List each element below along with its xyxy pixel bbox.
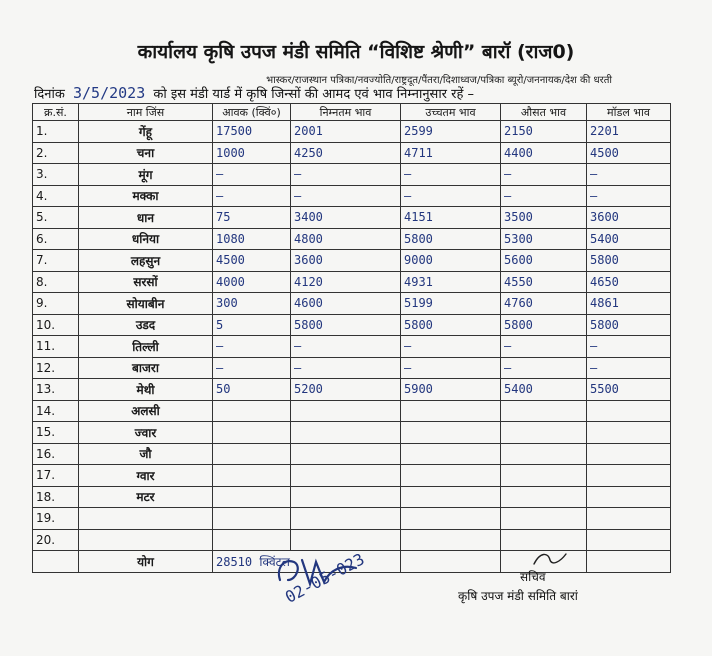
date-line [34, 84, 474, 102]
modal-price-cell: 4500 [587, 142, 671, 164]
modal-price-cell [587, 400, 671, 422]
table-row [33, 314, 671, 336]
arrival-cell: 300 [213, 293, 291, 315]
serial-cell: 8. [33, 271, 79, 293]
max-price-cell: — [401, 185, 501, 207]
modal-price-cell: 3600 [587, 207, 671, 229]
avg-price-cell: 5800 [501, 314, 587, 336]
min-price-cell: 4600 [291, 293, 401, 315]
avg-price-cell: 5400 [501, 379, 587, 401]
table-row [33, 207, 671, 229]
table-row [33, 529, 671, 551]
arrival-cell: 5 [213, 314, 291, 336]
date-prefix: दिनांक [34, 87, 65, 102]
serial-cell: 6. [33, 228, 79, 250]
min-price-cell: — [291, 185, 401, 207]
max-price-cell [401, 422, 501, 444]
serial-cell: 17. [33, 465, 79, 487]
min-price-cell [291, 465, 401, 487]
serial-cell: 5. [33, 207, 79, 229]
header-modal-price: मॉडल भाव [587, 104, 671, 121]
modal-price-cell [587, 486, 671, 508]
crop-cell: मूंग [79, 164, 213, 186]
crop-cell: सोयाबीन [79, 293, 213, 315]
total-blank [33, 551, 79, 573]
header-avg-price: औसत भाव [501, 104, 587, 121]
rates-table [32, 103, 671, 573]
secretary-label: सचिव [520, 570, 546, 584]
header-min-price: निम्नतम भाव [291, 104, 401, 121]
min-price-cell: — [291, 164, 401, 186]
table-row [33, 486, 671, 508]
max-price-cell: 9000 [401, 250, 501, 272]
max-price-cell: 5900 [401, 379, 501, 401]
avg-price-cell: 2150 [501, 121, 587, 143]
avg-price-cell [501, 443, 587, 465]
modal-price-cell: 2201 [587, 121, 671, 143]
arrival-cell: 17500 [213, 121, 291, 143]
arrival-cell: 4500 [213, 250, 291, 272]
newspaper-list: भास्कर/राजस्थान पत्रिका/नवज्योति/राष्ट्रदूत/पैंतरा/दिशाध्वज/पत्रिका ब्यूरो/जननायक/देश की धरती [266, 75, 612, 86]
crop-cell: धान [79, 207, 213, 229]
arrival-cell: — [213, 336, 291, 358]
arrival-cell [213, 529, 291, 551]
avg-price-cell [501, 465, 587, 487]
min-price-cell: 3600 [291, 250, 401, 272]
crop-cell: बाजरा [79, 357, 213, 379]
arrival-cell [213, 486, 291, 508]
min-price-cell: 2001 [291, 121, 401, 143]
modal-price-cell: — [587, 336, 671, 358]
max-price-cell [401, 508, 501, 530]
crop-cell: मेथी [79, 379, 213, 401]
max-price-cell: 5800 [401, 314, 501, 336]
serial-cell: 16. [33, 443, 79, 465]
table-row [33, 400, 671, 422]
min-price-cell: 4250 [291, 142, 401, 164]
arrival-cell: 75 [213, 207, 291, 229]
header-crop: नाम जिंस [79, 104, 213, 121]
min-price-cell: 5200 [291, 379, 401, 401]
avg-price-cell: — [501, 185, 587, 207]
serial-cell: 7. [33, 250, 79, 272]
table-row [33, 379, 671, 401]
crop-cell: उडद [79, 314, 213, 336]
total-value: 28510 क्विंटल [213, 551, 401, 573]
avg-price-cell [501, 400, 587, 422]
avg-price-cell: 3500 [501, 207, 587, 229]
min-price-cell [291, 486, 401, 508]
serial-cell: 12. [33, 357, 79, 379]
avg-price-cell: 4400 [501, 142, 587, 164]
max-price-cell: — [401, 357, 501, 379]
max-price-cell: 2599 [401, 121, 501, 143]
serial-cell: 13. [33, 379, 79, 401]
arrival-cell [213, 508, 291, 530]
serial-cell: 15. [33, 422, 79, 444]
arrival-cell: — [213, 357, 291, 379]
date-suffix: को इस मंडी यार्ड में कृषि जिन्सों की आमद एवं भाव निम्नानुसार रहें – [153, 87, 474, 102]
serial-cell: 9. [33, 293, 79, 315]
serial-cell: 2. [33, 142, 79, 164]
avg-price-cell: — [501, 164, 587, 186]
crop-cell: गेंहू [79, 121, 213, 143]
modal-price-cell: — [587, 164, 671, 186]
table-row [33, 443, 671, 465]
modal-price-cell [587, 465, 671, 487]
arrival-cell: — [213, 164, 291, 186]
min-price-cell [291, 529, 401, 551]
modal-price-cell: 4861 [587, 293, 671, 315]
total-label: योग [79, 551, 213, 573]
header-arrival: आवक (क्विं०) [213, 104, 291, 121]
modal-price-cell: 5800 [587, 314, 671, 336]
max-price-cell [401, 465, 501, 487]
crop-cell: सरसों [79, 271, 213, 293]
crop-cell: मटर [79, 486, 213, 508]
serial-cell: 14. [33, 400, 79, 422]
max-price-cell [401, 443, 501, 465]
avg-price-cell [501, 422, 587, 444]
modal-price-cell [587, 508, 671, 530]
min-price-cell [291, 400, 401, 422]
min-price-cell: — [291, 357, 401, 379]
modal-price-cell: — [587, 185, 671, 207]
table-row [33, 465, 671, 487]
arrival-cell [213, 422, 291, 444]
max-price-cell: — [401, 336, 501, 358]
max-price-cell: — [401, 164, 501, 186]
table-row [33, 508, 671, 530]
modal-price-cell [587, 422, 671, 444]
avg-price-cell: 5300 [501, 228, 587, 250]
table-row [33, 293, 671, 315]
arrival-cell [213, 400, 291, 422]
arrival-cell: 1080 [213, 228, 291, 250]
table-row [33, 164, 671, 186]
table-row [33, 228, 671, 250]
table-row [33, 142, 671, 164]
crop-cell: लहसुन [79, 250, 213, 272]
arrival-cell: 50 [213, 379, 291, 401]
crop-cell: अलसी [79, 400, 213, 422]
table-row [33, 250, 671, 272]
serial-cell: 3. [33, 164, 79, 186]
crop-cell [79, 529, 213, 551]
avg-price-cell: 5600 [501, 250, 587, 272]
table-row [33, 357, 671, 379]
table-row [33, 121, 671, 143]
table-header-row [33, 104, 671, 121]
min-price-cell: 4120 [291, 271, 401, 293]
table-row [33, 271, 671, 293]
total-empty-1 [401, 551, 501, 573]
max-price-cell [401, 486, 501, 508]
crop-cell: तिल्ली [79, 336, 213, 358]
serial-cell: 4. [33, 185, 79, 207]
arrival-cell: — [213, 185, 291, 207]
arrival-cell [213, 443, 291, 465]
min-price-cell [291, 443, 401, 465]
crop-cell: मक्का [79, 185, 213, 207]
table-row [33, 422, 671, 444]
arrival-cell [213, 465, 291, 487]
arrival-cell: 4000 [213, 271, 291, 293]
avg-price-cell: 4550 [501, 271, 587, 293]
crop-cell: धनिया [79, 228, 213, 250]
max-price-cell [401, 400, 501, 422]
secretary-initials [530, 548, 570, 570]
document-title: कार्यालय कृषि उपज मंडी समिति “विशिष्ट श्रेणी” बारॉ (राज0) [137, 41, 575, 63]
min-price-cell [291, 508, 401, 530]
crop-cell: चना [79, 142, 213, 164]
min-price-cell: 5800 [291, 314, 401, 336]
table-body [33, 121, 671, 551]
avg-price-cell [501, 486, 587, 508]
modal-price-cell: 5500 [587, 379, 671, 401]
avg-price-cell: 4760 [501, 293, 587, 315]
signature-date: 02-05-023 [282, 549, 368, 607]
avg-price-cell [501, 508, 587, 530]
total-empty-3 [587, 551, 671, 573]
arrival-cell: 1000 [213, 142, 291, 164]
serial-cell: 18. [33, 486, 79, 508]
max-price-cell: 5800 [401, 228, 501, 250]
max-price-cell: 4931 [401, 271, 501, 293]
serial-cell: 10. [33, 314, 79, 336]
serial-cell: 20. [33, 529, 79, 551]
min-price-cell [291, 422, 401, 444]
max-price-cell [401, 529, 501, 551]
table-row [33, 336, 671, 358]
min-price-cell: 3400 [291, 207, 401, 229]
handwritten-date: 3/5/2023 [72, 84, 146, 102]
serial-cell: 1. [33, 121, 79, 143]
modal-price-cell: — [587, 357, 671, 379]
avg-price-cell: — [501, 336, 587, 358]
max-price-cell: 4711 [401, 142, 501, 164]
modal-price-cell: 5800 [587, 250, 671, 272]
avg-price-cell: — [501, 357, 587, 379]
serial-cell: 19. [33, 508, 79, 530]
modal-price-cell: 5400 [587, 228, 671, 250]
table-row [33, 185, 671, 207]
office-label: कृषि उपज मंडी समिति बारां [458, 589, 578, 603]
header-max-price: उच्चतम भाव [401, 104, 501, 121]
crop-cell: जौ [79, 443, 213, 465]
modal-price-cell [587, 443, 671, 465]
min-price-cell: — [291, 336, 401, 358]
crop-cell: ग्वार [79, 465, 213, 487]
crop-cell: ज्वार [79, 422, 213, 444]
header-serial: क्र.सं. [33, 104, 79, 121]
crop-cell [79, 508, 213, 530]
modal-price-cell: 4650 [587, 271, 671, 293]
min-price-cell: 4800 [291, 228, 401, 250]
max-price-cell: 5199 [401, 293, 501, 315]
serial-cell: 11. [33, 336, 79, 358]
max-price-cell: 4151 [401, 207, 501, 229]
modal-price-cell [587, 529, 671, 551]
